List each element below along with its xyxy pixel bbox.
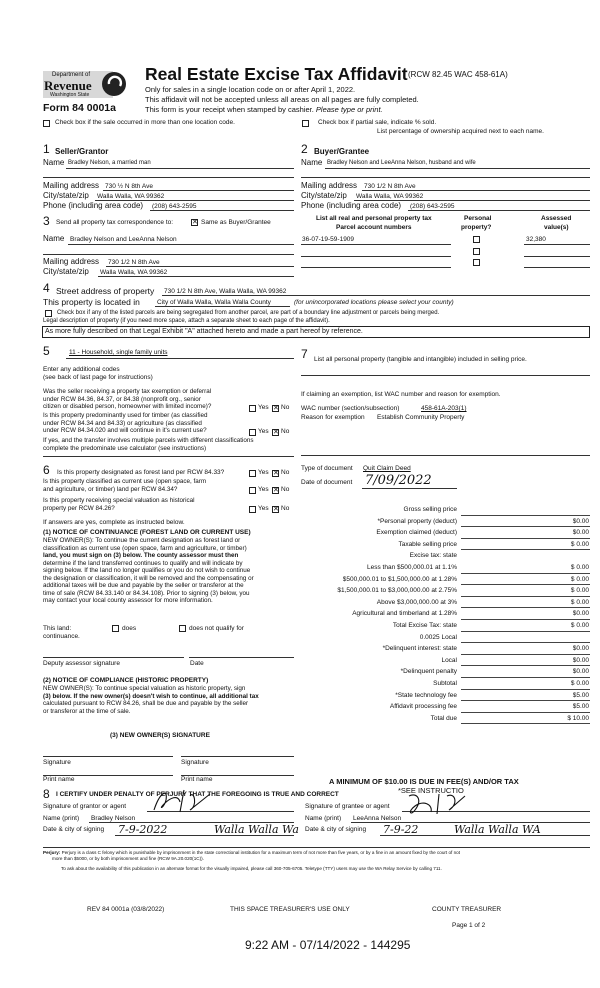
- tax-row-value[interactable]: $0.00: [572, 610, 589, 618]
- revision-number: REV 84 0001a (03/8/2022): [87, 906, 165, 913]
- tax-row-line: [461, 665, 590, 666]
- tax-row-value[interactable]: $ 0.00: [570, 540, 589, 548]
- tax-row-line: [461, 631, 590, 632]
- wac-label: WAC number (section/subsection): [301, 405, 400, 412]
- tax-row-line: [461, 689, 590, 690]
- parcel-header1: List all real and personal property tax: [316, 215, 432, 222]
- buyer-city-label: City/state/zip: [301, 191, 347, 200]
- street-value[interactable]: 730 1/2 N 8th Ave, Walla Walla, WA 99362: [164, 288, 287, 295]
- grantor-date-label: Date & city of signing: [43, 826, 105, 833]
- tax-row-label: Above $3,000,000.00 at 3%: [376, 598, 457, 606]
- section3-number: 3: [43, 214, 50, 228]
- tax-row-line: [461, 642, 590, 643]
- tax-row-label: $1,500,000.01 to $3,000,000.00 at 2.75%: [337, 587, 457, 595]
- correspondence-label: Send all property tax correspondence to:: [56, 219, 174, 226]
- segregated-checkbox[interactable]: [45, 310, 52, 317]
- q1-no-checkbox[interactable]: ✕: [273, 405, 279, 412]
- treasurer-space: THIS SPACE TREASURER'S USE ONLY: [230, 906, 350, 913]
- notice2-heading: (2) NOTICE OF COMPLIANCE (HISTORIC PROPERTY): [43, 677, 209, 684]
- predominate-use-text: [43, 437, 254, 452]
- tax-row-label: Total Excise Tax: state: [392, 622, 457, 629]
- does-label: does: [122, 625, 137, 632]
- partial-sale-checkbox[interactable]: [302, 120, 309, 127]
- tax-row-line: [461, 549, 590, 550]
- legal-description-value: As more fully described on that Legal Exhibit "A" attached hereto and made a part hereof by reference.: [45, 328, 363, 335]
- seller-name-value[interactable]: Bradley Nelson, a married man: [68, 160, 151, 166]
- seller-city-value[interactable]: Walla Walla, WA 99362: [97, 193, 165, 200]
- n1-l1: NEW OWNER(S): To continue the current designation as forest land or: [43, 537, 241, 544]
- form-title: Real Estate Excise Tax Affidavit: [145, 64, 408, 84]
- legal-description-label: Legal description of property (if you need more space, attach a separate sheet to each page of the affidavit).: [43, 318, 330, 324]
- located-note: (for unincorporated locations please select your county): [294, 299, 454, 306]
- certify-heading: I CERTIFY UNDER PENALTY OF PERJURY THAT THE FOREGOING IS TRUE AND CORRECT: [56, 791, 339, 798]
- recording-stamp: 9:22 AM - 07/14/2022 - 144295: [245, 938, 411, 952]
- exemption-question: [43, 388, 211, 411]
- timber-question: [43, 412, 208, 435]
- doc-type-label: Type of document: [301, 465, 353, 472]
- forest-no-label: No: [281, 469, 290, 476]
- grantee-city-value[interactable]: Walla Walla WA: [454, 823, 541, 836]
- forest-land-question: Is this property designated as forest land per RCW 84.33?: [57, 469, 225, 476]
- logo-line3: Washington State: [50, 92, 90, 98]
- assessed-header2: value(s): [544, 224, 569, 231]
- tax-row-line: [461, 619, 590, 620]
- see-instructions: *SEE INSTRUCTIO: [398, 786, 464, 795]
- assessed-value[interactable]: 32,380: [526, 236, 546, 243]
- header-line3: This form is your receipt when stamped by cashier.: [145, 105, 314, 114]
- owner-signature-label-2: Signature: [181, 759, 209, 766]
- personal-property-checkbox-1[interactable]: [473, 236, 480, 243]
- tax-row-label: Excise tax: state: [409, 552, 457, 560]
- seller-mailing-label: Mailing address: [43, 181, 100, 190]
- buyer-name-value[interactable]: Bradley Nelson and LeeAnna Nelson, husband and wife: [327, 160, 476, 166]
- notice1-body: [43, 537, 254, 605]
- corr-mailing-value[interactable]: 730 1/2 N 8th Ave: [108, 259, 160, 266]
- doc-date-label: Date of document: [301, 479, 353, 486]
- q1-line3: citizen or disabled person, homeowner with limited income)?: [43, 403, 212, 411]
- tax-row-value[interactable]: $ 10.00: [567, 714, 589, 722]
- q2-line1: Is this property predominantly used for timber (as classified: [43, 412, 208, 419]
- q2-no-checkbox[interactable]: ✕: [273, 429, 279, 436]
- q3-line1: If yes, and the transfer involves multiple parcels with different classifications: [43, 437, 254, 444]
- tax-row-line: [461, 654, 590, 655]
- section6-number: 6: [43, 463, 50, 477]
- tax-row-value[interactable]: $ 0.00: [570, 622, 589, 629]
- exemption-label: If claiming an exemption, list WAC number and reason for exemption.: [301, 391, 501, 398]
- tax-row-value[interactable]: $0.00: [572, 645, 589, 653]
- corr-name-value[interactable]: Bradley Nelson and LeeAnna Nelson: [70, 236, 177, 243]
- same-as-buyer-checkbox[interactable]: ✕: [192, 219, 198, 226]
- logo-revenue: Revenue: [44, 78, 92, 93]
- q1-no-label: No: [281, 404, 290, 411]
- multi-location-checkbox[interactable]: [43, 120, 50, 127]
- forest-no-checkbox[interactable]: ✕: [273, 470, 279, 477]
- tax-row-value[interactable]: $0.00: [572, 668, 589, 676]
- grantee-name-label: Name (print): [305, 815, 342, 822]
- tax-row-label: Local: [441, 656, 457, 664]
- corr-city-value[interactable]: Walla Walla, WA 99362: [100, 269, 168, 276]
- tax-row-label: Total due: [430, 714, 457, 722]
- section1-number: 1: [43, 142, 50, 156]
- header-line3-italic: Please type or print.: [315, 105, 383, 114]
- tax-row-value[interactable]: $0.00: [572, 656, 589, 664]
- wac-value[interactable]: 458-61A-203(1): [421, 405, 467, 412]
- header-line1: Only for sales in a single location code on or after April 1, 2022.: [145, 85, 356, 94]
- tax-row-label: *Personal property (deduct): [377, 517, 457, 525]
- n1-l3: land, you must sign on (3) below. The county assessor must then: [43, 552, 239, 559]
- land-use-code[interactable]: 11 - Household, single family units: [69, 349, 168, 356]
- street-label: Street address of property: [56, 286, 155, 296]
- partial-sale-label: Check box if partial sale, indicate % sold.: [318, 119, 437, 126]
- n1-l5: signing below. If the land no longer qualifies or you do not wish to continue: [43, 567, 251, 574]
- notice1-heading: (1) NOTICE OF CONTINUANCE (FOREST LAND OR CURRENT USE): [43, 529, 251, 536]
- multi-location-label: Check box if the sale occurred in more than one location code.: [55, 119, 235, 126]
- page-number: Page 1 of 2: [452, 922, 486, 929]
- personal-property-label: List all personal property (tangible and intangible) included in selling price.: [314, 356, 527, 363]
- perjury-text2: more than $5000, or by both imprisonment and fine (RCW 9A.20.020(1C)).: [52, 856, 204, 861]
- same-as-buyer-label: Same as Buyer/Grantee: [201, 219, 271, 226]
- owner-print-name-1: Print name: [43, 776, 75, 783]
- corr-city-label: City/state/zip: [43, 267, 89, 276]
- grantee-name-value[interactable]: LeeAnna Nelson: [353, 815, 402, 822]
- personal-header1: Personal: [464, 215, 492, 222]
- section4-number: 4: [43, 281, 50, 295]
- tax-row-label: Agricultural and timberland at 1.28%: [352, 610, 457, 618]
- seller-phone-label: Phone (including area code): [43, 201, 144, 210]
- alt-format-notice: To ask about the availability of this publication in an alternate format for the visually impaired, please call 360-705-6705. Teletype (TTY) users may use the WA Relay Service by calling 711.: [61, 866, 442, 871]
- personal-property-checkbox-2[interactable]: [473, 248, 480, 255]
- section7-number: 7: [301, 347, 308, 361]
- tax-row-label: *Delinquent interest: state: [382, 645, 457, 653]
- historical-question: [43, 497, 195, 512]
- hist-line1: Is this property receiving special valuation as historical: [43, 497, 195, 504]
- tax-row-label: 0.0025 Local: [419, 633, 457, 641]
- buyer-phone-label: Phone (including area code): [301, 201, 402, 210]
- tax-row-line: [461, 596, 590, 597]
- seller-name-label: Name: [43, 158, 65, 167]
- tax-row-label: Gross selling price: [403, 506, 457, 513]
- n1-l4: determine if the land transferred continues to qualify and will indicate by: [43, 559, 243, 567]
- new-owner-signature-heading: (3) NEW OWNER(S) SIGNATURE: [110, 732, 210, 739]
- cu-line2: and agriculture, or timber) land per RCW 84.34?: [43, 485, 178, 493]
- doc-type-value[interactable]: Quit Claim Deed: [363, 465, 411, 472]
- n1-l6: the designation or classification, it will be removed and the compensating or: [43, 574, 254, 582]
- tax-row-label: $500,000.01 to $1,500,000.00 at 1.28%: [342, 575, 457, 583]
- n1-l9: may contact your local county assessor for more information.: [43, 597, 213, 604]
- grantor-signature-label: Signature of grantor or agent: [43, 803, 127, 810]
- n2-l3: calculated pursuant to RCW 84.26, shall be due and payable by the seller: [43, 700, 249, 707]
- segregated-label: Check box if any of the listed parcels are being segregated from another parcel, are part of a boundary line adjustment or parcels being merged.: [57, 310, 440, 316]
- buyer-name-label: Name: [301, 158, 323, 167]
- does-checkbox[interactable]: [112, 625, 119, 632]
- q2-yes-label: Yes: [258, 428, 269, 435]
- n1-l8: time of sale (RCW 84.33.140 or 84.34.108). Prior to signing (3) below, you: [43, 589, 250, 597]
- partial-sale-label2: List percentage of ownership acquired next to each name.: [377, 128, 544, 135]
- tax-row-label: *State technology fee: [395, 691, 457, 699]
- continuance-label: continuance.: [43, 633, 80, 640]
- current-use-no-label: No: [281, 486, 290, 493]
- grantor-city-value[interactable]: Walla Walla Wa: [214, 823, 299, 836]
- historical-yes-checkbox[interactable]: [249, 506, 256, 513]
- personal-header2: property?: [461, 224, 492, 231]
- tax-row-line: [461, 700, 590, 701]
- codes-line1: Enter any additional codes: [43, 366, 120, 373]
- reason-label: Reason for exemption: [301, 414, 365, 421]
- reason-value[interactable]: Establish Community Property: [377, 414, 465, 421]
- logo-line1: Department of: [52, 72, 91, 78]
- parcel-header2: Parcel account numbers: [336, 224, 412, 231]
- corr-mailing-label: Mailing address: [43, 257, 100, 266]
- tax-row-label: Less than $500,000.01 at 1.1%: [367, 564, 457, 571]
- n2-l2: (3) below. If the new owner(s) doesn't wish to continue, all additional tax: [43, 692, 259, 700]
- county-treasurer: COUNTY TREASURER: [432, 906, 502, 913]
- seller-mailing-value[interactable]: 730 ½ N 8th Ave: [105, 183, 153, 190]
- q1-line2: under RCW 84.36, 84.37, or 84.38 (nonprofit org., senior: [43, 395, 201, 403]
- parcel-number[interactable]: 36-07-19-59-1909: [302, 236, 355, 243]
- seller-heading: Seller/Grantor: [55, 147, 109, 156]
- n2-l1: NEW OWNER(S): To continue special valuation as historic property, sign: [43, 685, 246, 692]
- tax-row-line: [461, 515, 590, 516]
- tax-row-label: Affidavit processing fee: [389, 703, 457, 711]
- q1-yes-label: Yes: [258, 404, 269, 411]
- section5-number: 5: [43, 344, 50, 358]
- perjury-label: Perjury:: [43, 850, 61, 855]
- assessed-header1: Assessed: [541, 215, 572, 222]
- personal-property-checkbox-3[interactable]: [473, 259, 480, 266]
- tax-row-line: [461, 712, 590, 713]
- tax-row-line: [461, 526, 590, 527]
- historical-no-checkbox[interactable]: ✕: [273, 506, 279, 513]
- n1-l7: additional taxes will be due and payable by the seller or transferor at the: [43, 582, 244, 589]
- grantee-signature[interactable]: [403, 790, 473, 823]
- buyer-heading: Buyer/Grantee: [314, 147, 370, 156]
- n1-l2: classification as current use (open space, farm and agriculture, or timber): [43, 544, 247, 552]
- perjury-text1: Perjury is a class C felony which is punishable by imprisonment in the state correctional institution for a maximum term of not more than five years, or by a fine in an amount fixed by the court of not: [61, 850, 460, 855]
- buyer-phone-value[interactable]: (208) 643-2595: [410, 203, 455, 210]
- tax-row-line: [461, 723, 590, 724]
- tax-row-line: [461, 538, 590, 539]
- owner-signature-label-1: Signature: [43, 759, 71, 766]
- q1-yes-checkbox[interactable]: [249, 405, 256, 412]
- tax-row-value[interactable]: $ 0.00: [570, 598, 589, 606]
- tax-row-label: *Delinquent penalty: [400, 668, 457, 676]
- tax-row-label: Taxable selling price: [398, 540, 457, 548]
- q3-line2: complete the predominate use calculator (see instructions): [43, 444, 207, 452]
- doc-date-value[interactable]: 7/09/2022: [365, 473, 432, 488]
- n2-l4: or transferor at the time of sale.: [43, 707, 131, 715]
- historical-no-label: No: [281, 505, 290, 512]
- corr-name-label: Name: [43, 234, 65, 243]
- current-use-no-checkbox[interactable]: ✕: [273, 487, 279, 494]
- grantor-name-label: Name (print): [43, 815, 80, 822]
- tax-row-value[interactable]: $5.00: [572, 691, 589, 699]
- tax-row-value[interactable]: $ 0.00: [570, 564, 589, 571]
- grantee-date-value[interactable]: 7-9-22: [383, 823, 419, 836]
- notice2-body: [43, 685, 259, 715]
- legal-description-box[interactable]: [42, 326, 590, 338]
- tax-row-label: Exemption claimed (deduct): [376, 529, 457, 537]
- does-not-label: does not qualify for: [189, 625, 244, 632]
- section2-number: 2: [301, 142, 308, 156]
- tax-row-value[interactable]: $0.00: [572, 517, 589, 525]
- buyer-city-value[interactable]: Walla Walla, WA 99362: [356, 193, 424, 200]
- deputy-date-label: Date: [190, 660, 204, 667]
- historical-yes-label: Yes: [258, 505, 269, 512]
- q1-line1: Was the seller receiving a property tax exemption or deferral: [43, 388, 212, 395]
- buyer-mailing-value[interactable]: 730 1/2 N 8th Ave: [364, 183, 416, 190]
- answers-line: If answers are yes, complete as instructed below.: [43, 519, 185, 526]
- buyer-mailing-label: Mailing address: [301, 181, 358, 190]
- tax-row-value[interactable]: $0.00: [572, 529, 589, 537]
- forest-yes-label: Yes: [258, 469, 269, 476]
- minimum-due: A MINIMUM OF $10.00 IS DUE IN FEE(S) AND/OR TAX: [329, 777, 519, 786]
- grantor-date-value[interactable]: 7-9-2022: [118, 823, 168, 836]
- tax-row-value[interactable]: $ 0.00: [570, 575, 589, 583]
- q2-no-label: No: [281, 428, 290, 435]
- codes-line2: (see back of last page for instructions): [43, 374, 153, 381]
- q2-yes-checkbox[interactable]: [249, 429, 256, 436]
- current-use-yes-checkbox[interactable]: [249, 487, 256, 494]
- hist-line2: property per RCW 84.26?: [43, 504, 115, 512]
- form-number: Form 84 0001a: [43, 102, 116, 114]
- grantee-date-label: Date & city of signing: [305, 826, 367, 833]
- tax-row-value[interactable]: $5.00: [572, 703, 589, 711]
- tax-row-value[interactable]: $ 0.00: [570, 680, 589, 687]
- tax-row-line: [461, 677, 590, 678]
- q2-line2: under RCW 84.34 and 84.33) or agriculture (as classified: [43, 419, 202, 427]
- owner-print-name-2: Print name: [181, 776, 213, 783]
- grantor-name-value[interactable]: Bradley Nelson: [91, 815, 136, 822]
- form-citation: (RCW 82.45 WAC 458-61A): [408, 70, 508, 79]
- seller-phone-value[interactable]: (208) 643-2595: [152, 203, 197, 210]
- deputy-signature-label: Deputy assessor signature: [43, 660, 120, 667]
- tax-row-line: [461, 573, 590, 574]
- this-land-label: This land:: [43, 625, 72, 632]
- tax-row-label: Subtotal: [433, 680, 457, 687]
- current-use-yes-label: Yes: [258, 486, 269, 493]
- tax-row-line: [461, 607, 590, 608]
- cu-line1: Is this property classified as current use (open space, farm: [43, 478, 207, 485]
- q2-line3: under RCW 84.34.020 and will continue in it's current use?: [43, 427, 207, 435]
- located-value[interactable]: City of Walla Walla, Walla Walla County: [157, 299, 271, 306]
- section8-number: 8: [43, 787, 50, 801]
- current-use-question: [43, 478, 206, 493]
- grantor-signature[interactable]: [150, 786, 230, 821]
- tax-row-line: [461, 584, 590, 585]
- tax-row-value[interactable]: $ 0.00: [570, 587, 589, 595]
- header-line2: This affidavit will not be accepted unless all areas on all pages are fully completed.: [145, 95, 419, 104]
- forest-yes-checkbox[interactable]: [249, 470, 256, 477]
- does-not-checkbox[interactable]: [179, 625, 186, 632]
- located-label: This property is located in: [43, 297, 140, 307]
- grantee-signature-label: Signature of grantee or agent: [305, 803, 390, 810]
- seller-city-label: City/state/zip: [43, 191, 89, 200]
